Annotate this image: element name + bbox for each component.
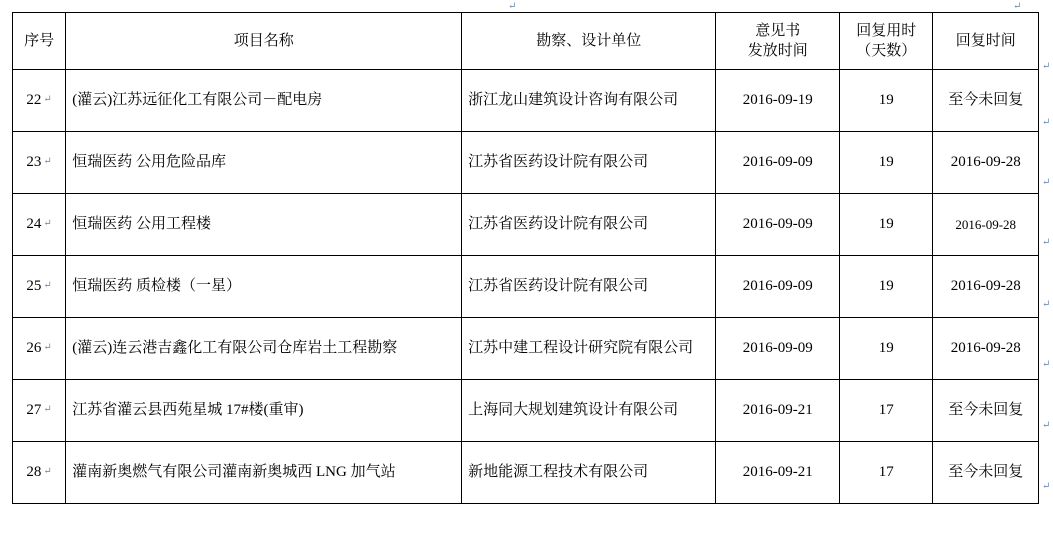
cell-survey-design-unit-value: 浙江龙山建筑设计咨询有限公司 <box>468 92 679 109</box>
cell-issue-date <box>716 380 840 442</box>
cell-project-name <box>66 380 462 442</box>
cell-reply-date <box>933 380 1039 442</box>
cell-reply-date <box>933 70 1039 132</box>
cell-project-name-value: 灌南新奥燃气有限公司灌南新奥城西 LNG 加气站 <box>72 464 396 481</box>
cell-seq-value: 27 <box>26 402 42 419</box>
cell-project-name-value: (灌云)连云港吉鑫化工有限公司仓库岩土工程勘察 <box>72 340 398 357</box>
column-header-survey-design-unit <box>462 13 716 70</box>
cell-survey-design-unit <box>462 256 716 318</box>
cell-issue-date-value: 2016-09-09 <box>742 216 813 233</box>
cell-issue-date <box>716 132 840 194</box>
cell-project-name <box>66 318 462 380</box>
table-row <box>13 70 1039 132</box>
cell-project-name <box>66 256 462 318</box>
cell-reply-date-value: 2016-09-28 <box>950 278 1021 295</box>
paragraph-mark: ↵ <box>1042 177 1051 188</box>
cell-issue-date <box>716 70 840 132</box>
cell-reply-days <box>840 256 933 318</box>
table-header <box>13 13 1039 70</box>
cell-project-name <box>66 194 462 256</box>
table-row <box>13 194 1039 256</box>
cell-project-name-value: 恒瑞医药 质检楼（一星） <box>72 278 242 295</box>
cell-issue-date <box>716 318 840 380</box>
cell-issue-date-value: 2016-09-21 <box>742 464 813 481</box>
cell-seq-value: 28 <box>26 464 42 481</box>
cell-survey-design-unit <box>462 442 716 504</box>
cell-reply-date-value: 至今未回复 <box>948 402 1024 419</box>
column-header-reply-days-line2: （天数） <box>856 43 917 59</box>
paragraph-mark: ↵ <box>1042 237 1051 248</box>
cell-seq-value: 22 <box>26 92 42 109</box>
cell-seq: 23 ↵ <box>13 132 66 194</box>
cell-issue-date <box>716 442 840 504</box>
cell-reply-days-value: 19 <box>878 154 894 171</box>
cell-reply-date <box>933 318 1039 380</box>
cell-survey-design-unit <box>462 70 716 132</box>
cell-seq-value: 26 <box>26 340 42 357</box>
cell-seq-value: 24 <box>26 216 42 233</box>
paragraph-mark: ↵ <box>1042 299 1051 310</box>
cell-survey-design-unit <box>462 194 716 256</box>
cell-reply-days <box>840 132 933 194</box>
cell-survey-design-unit <box>462 380 716 442</box>
column-header-issue-date <box>716 13 840 70</box>
cell-project-name <box>66 442 462 504</box>
cell-project-name <box>66 70 462 132</box>
table-row <box>13 318 1039 380</box>
cell-issue-date-value: 2016-09-09 <box>742 340 813 357</box>
column-header-reply-date <box>933 13 1039 70</box>
cell-reply-date-value: 至今未回复 <box>948 464 1024 481</box>
cell-seq-value: 23 <box>26 154 42 171</box>
cell-survey-design-unit <box>462 132 716 194</box>
cell-seq: 26 ↵ <box>13 318 66 380</box>
cell-reply-days <box>840 70 933 132</box>
cell-reply-date <box>933 256 1039 318</box>
cell-project-name-value: 江苏省灌云县西苑星城 17#楼(重审) <box>72 402 304 419</box>
cell-seq: 22 ↵ <box>13 70 66 132</box>
paragraph-mark: ↵ <box>1013 1 1022 12</box>
cell-reply-days <box>840 318 933 380</box>
paragraph-mark: ↵ <box>1042 117 1051 128</box>
table-row <box>13 132 1039 194</box>
paragraph-mark: ↵ <box>1042 359 1051 370</box>
cell-survey-design-unit <box>462 318 716 380</box>
cell-reply-date <box>933 194 1039 256</box>
cell-reply-date-value: 至今未回复 <box>948 92 1024 109</box>
cell-reply-days <box>840 194 933 256</box>
cell-reply-days-value: 19 <box>878 216 894 233</box>
cell-reply-days-value: 17 <box>878 464 894 481</box>
table-row <box>13 380 1039 442</box>
column-header-issue-date-line2: 发放时间 <box>747 43 808 59</box>
cell-reply-date-value: 2016-09-28 <box>950 154 1021 171</box>
column-header-reply-days-line1: 回复用时 <box>856 22 917 39</box>
cell-seq: 25 ↵ <box>13 256 66 318</box>
cell-survey-design-unit-value: 上海同大规划建筑设计有限公司 <box>468 402 679 419</box>
cell-project-name-value: (灌云)江苏远征化工有限公司－配电房 <box>72 92 323 109</box>
table-row <box>13 256 1039 318</box>
table-body <box>13 70 1039 504</box>
cell-reply-date-value: 2016-09-28 <box>955 216 1017 232</box>
cell-survey-design-unit-value: 江苏中建工程设计研究院有限公司 <box>468 340 694 357</box>
cell-seq-value: 25 <box>26 278 42 295</box>
column-header-project-name <box>66 13 462 70</box>
cell-seq: 27 ↵ <box>13 380 66 442</box>
review-opinion-table <box>12 12 1039 504</box>
cell-reply-date <box>933 442 1039 504</box>
column-header-project-name-label: 项目名称 <box>233 32 294 49</box>
cell-reply-date <box>933 132 1039 194</box>
paragraph-mark: ↵ <box>1042 61 1051 72</box>
paragraph-mark: ↵ <box>1042 481 1051 492</box>
table-row <box>13 442 1039 504</box>
cell-reply-days-value: 17 <box>878 402 894 419</box>
cell-project-name-value: 恒瑞医药 公用危险品库 <box>72 154 227 171</box>
cell-project-name <box>66 132 462 194</box>
column-header-reply-date-label: 回复时间 <box>955 32 1016 49</box>
cell-reply-days-value: 19 <box>878 92 894 109</box>
column-header-issue-date-line1: 意见书 <box>755 22 801 39</box>
column-header-reply-days <box>840 13 933 70</box>
cell-seq: 28 ↵ <box>13 442 66 504</box>
paragraph-mark: ↵ <box>1042 420 1051 431</box>
cell-issue-date-value: 2016-09-19 <box>742 92 813 109</box>
cell-issue-date <box>716 194 840 256</box>
cell-survey-design-unit-value: 江苏省医药设计院有限公司 <box>468 154 649 171</box>
cell-issue-date-value: 2016-09-21 <box>742 402 813 419</box>
cell-seq: 24 ↵ <box>13 194 66 256</box>
cell-survey-design-unit-value: 江苏省医药设计院有限公司 <box>468 216 649 233</box>
cell-issue-date-value: 2016-09-09 <box>742 154 813 171</box>
column-header-seq-label: 序号 <box>24 32 55 49</box>
cell-issue-date-value: 2016-09-09 <box>742 278 813 295</box>
cell-reply-days-value: 19 <box>878 340 894 357</box>
cell-issue-date <box>716 256 840 318</box>
cell-reply-days-value: 19 <box>878 278 894 295</box>
cell-project-name-value: 恒瑞医药 公用工程楼 <box>72 216 212 233</box>
cell-reply-days <box>840 442 933 504</box>
column-header-seq <box>13 13 66 70</box>
cell-survey-design-unit-value: 江苏省医药设计院有限公司 <box>468 278 649 295</box>
cell-survey-design-unit-value: 新地能源工程技术有限公司 <box>468 464 649 481</box>
cell-reply-date-value: 2016-09-28 <box>950 340 1021 357</box>
table-header-row <box>13 13 1039 70</box>
column-header-survey-design-unit-label: 勘察、设计单位 <box>536 32 642 49</box>
cell-reply-days <box>840 380 933 442</box>
paragraph-mark: ↵ <box>508 1 517 12</box>
